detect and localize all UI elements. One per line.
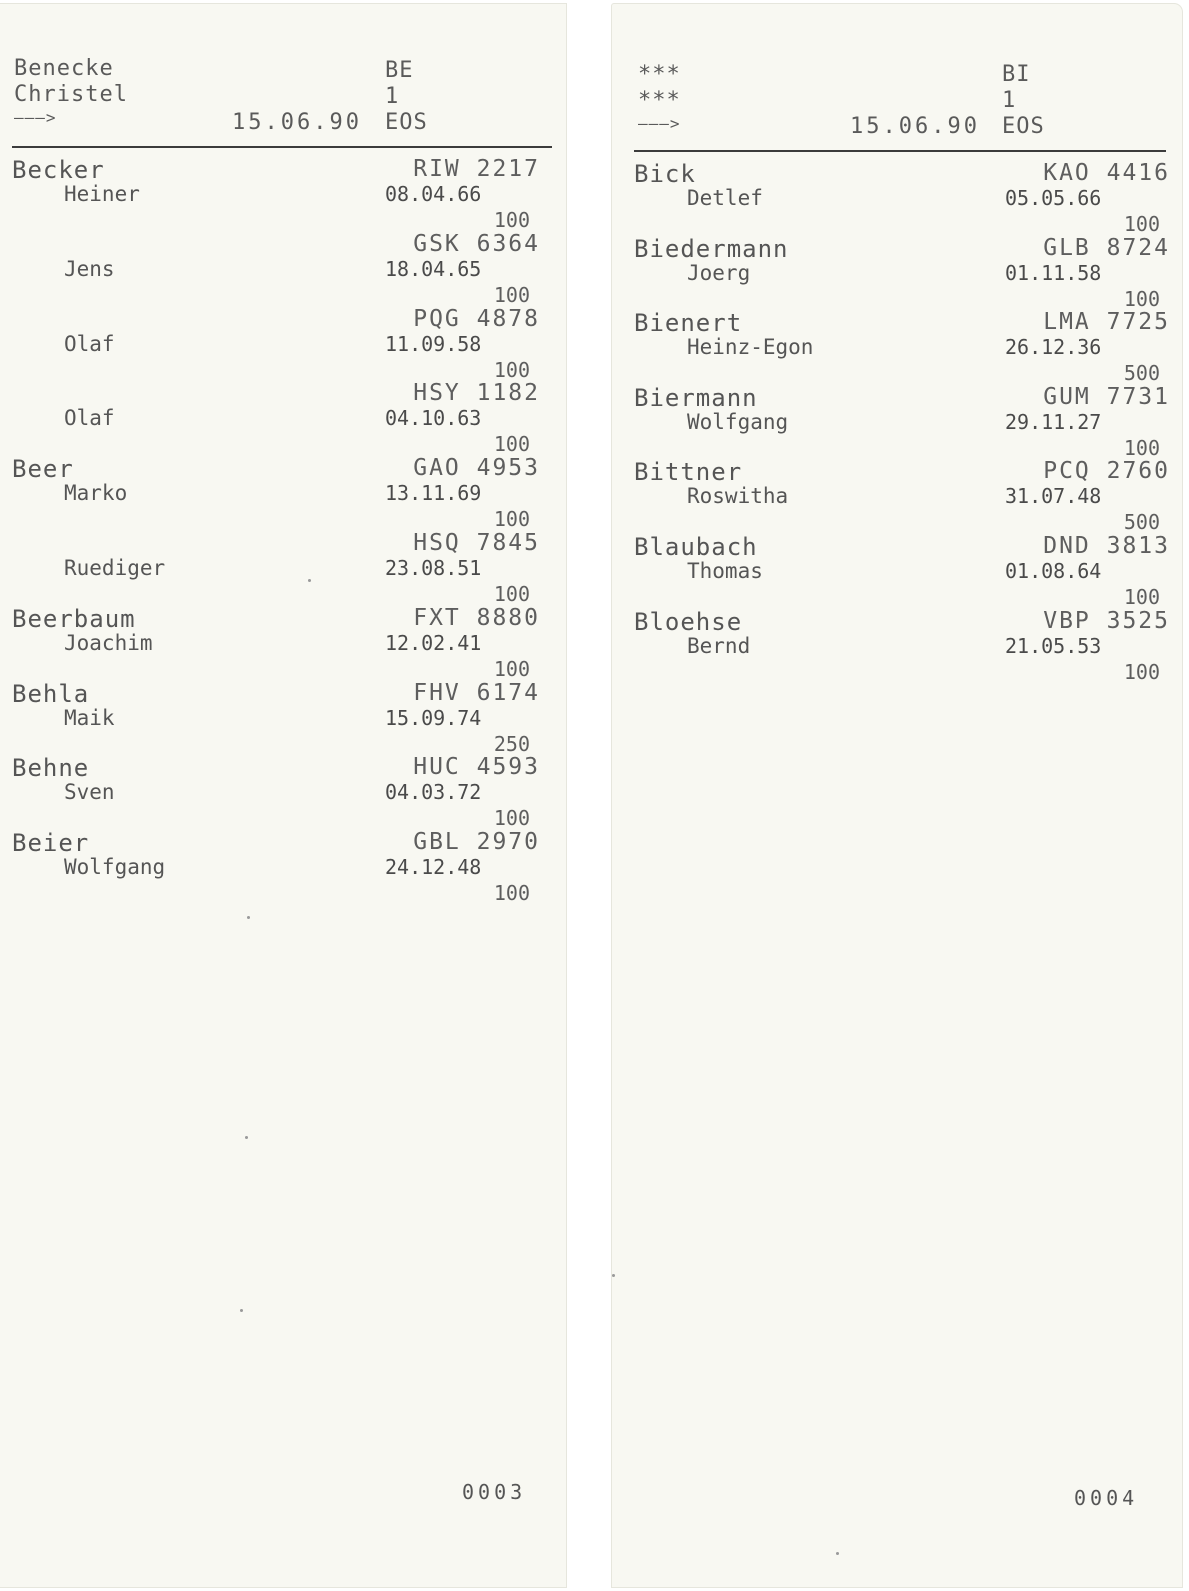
entry-given-name: Olaf (64, 406, 115, 431)
entry-code: VBP 3525 (1043, 607, 1170, 634)
entry-amount: 500 (1123, 510, 1160, 535)
entry-amount: 100 (493, 507, 530, 532)
entry-birth-date: 11.09.58 (385, 331, 482, 356)
entry-amount: 100 (1123, 212, 1160, 236)
entry-code: GBL 2970 (413, 829, 540, 856)
paper-speck (836, 1552, 839, 1555)
paper-speck (245, 1136, 248, 1139)
entry-given-name: Jens (64, 256, 115, 281)
entry-given-name: Ruediger (64, 556, 166, 580)
entry-amount: 100 (493, 881, 530, 906)
entry-birth-date: 29.11.27 (1005, 409, 1102, 434)
entry-code: GLB 8724 (1043, 234, 1170, 261)
entry-code: HSQ 7845 (413, 530, 540, 556)
entry-amount: 100 (1123, 585, 1160, 609)
entry-surname: Bittner (634, 458, 743, 487)
entry-code: LMA 7725 (1043, 309, 1170, 336)
entry-given-name: Wolfgang (687, 409, 789, 434)
entry-birth-date: 13.11.69 (385, 481, 482, 506)
entry-amount: 500 (1123, 361, 1160, 386)
header-code: BI (1002, 62, 1031, 87)
entry-birth-date: 01.08.64 (1005, 559, 1102, 583)
entry-surname: Biermann (634, 383, 758, 412)
printout-sheet-right (612, 4, 1182, 1587)
entry-surname: Becker (12, 156, 105, 184)
header-date: 15.06.90 (850, 114, 980, 139)
entry-given-name: Joerg (687, 260, 751, 285)
header-number: 1 (1002, 88, 1017, 113)
entry-amount: 100 (493, 357, 530, 382)
entry-given-name: Heiner (64, 182, 140, 206)
entry-given-name: Sven (64, 780, 115, 805)
paper-speck (247, 916, 250, 919)
entry-amount: 100 (1123, 435, 1160, 460)
entry-amount: 100 (1123, 659, 1160, 684)
entry-birth-date: 04.10.63 (385, 406, 482, 431)
entry-code: KAO 4416 (1043, 160, 1170, 186)
entry-birth-date: 24.12.48 (385, 855, 482, 880)
entry-surname: Behla (12, 679, 90, 708)
entry-surname: Behne (12, 754, 90, 783)
entry-surname: Beer (12, 455, 74, 484)
entry-code: HSY 1182 (413, 380, 540, 407)
entry-given-name: Detlef (687, 186, 763, 210)
entry-given-name: Maik (64, 705, 115, 730)
entry-given-name: Wolfgang (64, 855, 166, 880)
entry-surname: Beier (12, 829, 90, 858)
entry-code: DND 3813 (1043, 533, 1170, 559)
entry-birth-date: 31.07.48 (1005, 484, 1102, 509)
entry-surname: Bienert (634, 309, 743, 338)
paper-speck (308, 579, 311, 582)
entry-given-name: Marko (64, 481, 128, 506)
page-number: 0003 (462, 1480, 527, 1504)
header-number: 1 (385, 84, 400, 109)
entry-given-name: Bernd (687, 633, 751, 658)
entry-amount: 100 (493, 656, 530, 681)
entry-birth-date: 18.04.65 (385, 256, 482, 281)
entry-given-name: Olaf (64, 331, 115, 356)
entry-birth-date: 12.02.41 (385, 630, 482, 655)
entry-code: FXT 8880 (413, 604, 540, 631)
paper-speck (240, 1309, 243, 1312)
header-school: EOS (1002, 114, 1045, 139)
entry-surname: Bloehse (634, 607, 743, 636)
entry-amount: 100 (493, 208, 530, 232)
printout-sheet-left (0, 4, 566, 1587)
header-line1: *** (638, 62, 681, 87)
header-code: BE (385, 58, 414, 83)
entry-amount: 100 (493, 432, 530, 457)
header-divider (12, 146, 552, 148)
entry-surname: Blaubach (634, 533, 758, 561)
entry-code: GAO 4953 (413, 455, 540, 482)
entry-amount: 100 (1123, 286, 1160, 311)
entry-code: FHV 6174 (413, 679, 540, 706)
header-line1: Benecke (14, 56, 114, 81)
entry-code: GSK 6364 (413, 230, 540, 257)
entry-birth-date: 01.11.58 (1005, 260, 1102, 285)
entry-code: GUM 7731 (1043, 383, 1170, 410)
entry-birth-date: 05.05.66 (1005, 186, 1102, 210)
paper-speck (612, 1274, 615, 1277)
entry-amount: 100 (493, 582, 530, 606)
entry-birth-date: 23.08.51 (385, 556, 482, 580)
entry-amount: 250 (493, 731, 530, 756)
entry-code: RIW 2217 (413, 156, 540, 182)
entry-amount: 100 (493, 282, 530, 307)
header-arrow: ———> (638, 114, 681, 133)
header-date: 15.06.90 (232, 110, 362, 135)
entry-surname: Beerbaum (12, 604, 136, 633)
entry-given-name: Heinz-Egon (687, 335, 814, 360)
entry-surname: Bick (634, 160, 696, 188)
entry-given-name: Joachim (64, 630, 153, 655)
entry-birth-date: 08.04.66 (385, 182, 482, 206)
header-divider (634, 150, 1166, 152)
entry-birth-date: 04.03.72 (385, 780, 482, 805)
entry-birth-date: 21.05.53 (1005, 633, 1102, 658)
header-line2: *** (638, 88, 681, 113)
entry-birth-date: 26.12.36 (1005, 335, 1102, 360)
page-number: 0004 (1074, 1486, 1139, 1510)
header-arrow: ———> (14, 108, 57, 127)
header-line2: Christel (14, 82, 128, 107)
entry-code: PCQ 2760 (1043, 458, 1170, 485)
entry-birth-date: 15.09.74 (385, 705, 482, 730)
entry-given-name: Roswitha (687, 484, 789, 509)
header-school: EOS (385, 110, 428, 135)
entry-code: HUC 4593 (413, 754, 540, 781)
entry-amount: 100 (493, 806, 530, 831)
entry-given-name: Thomas (687, 559, 763, 583)
entry-surname: Biedermann (634, 234, 789, 263)
entry-code: PQG 4878 (413, 305, 540, 332)
